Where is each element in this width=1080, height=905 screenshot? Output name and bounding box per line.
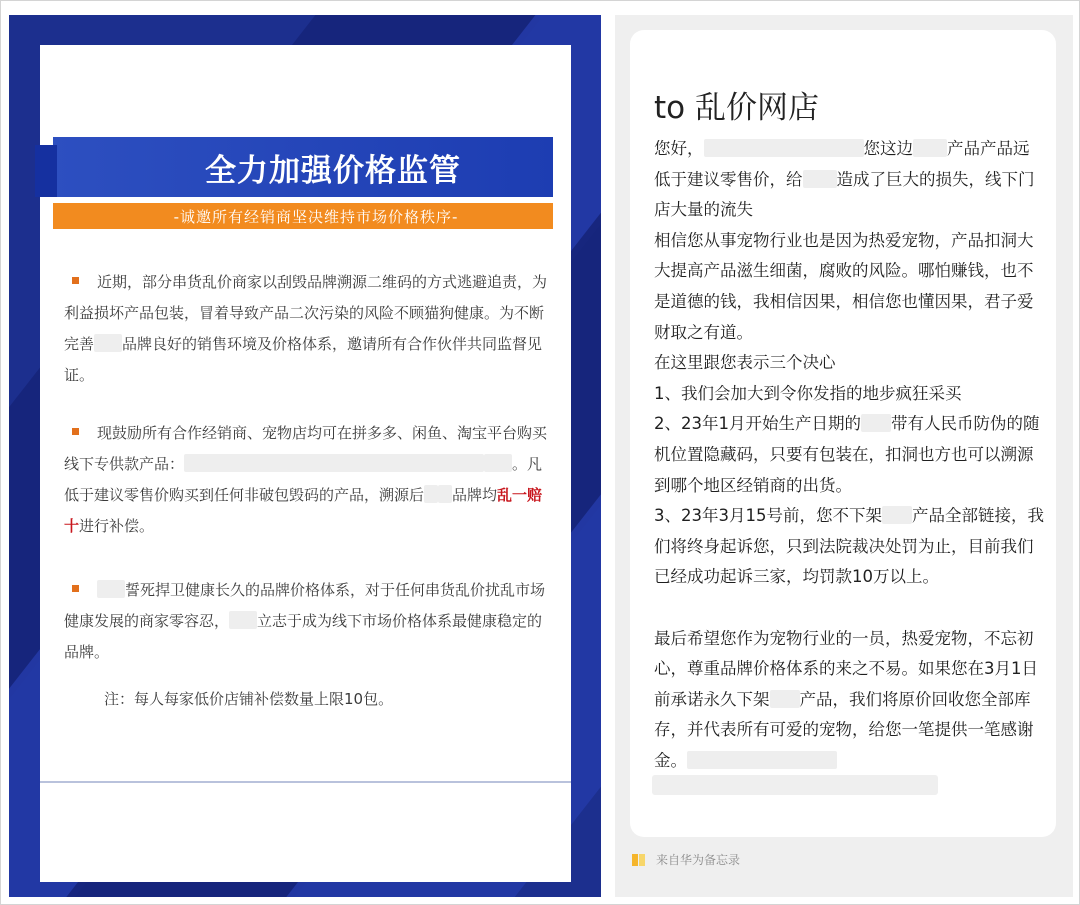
memo-body xyxy=(654,134,1044,776)
subtitle-banner xyxy=(53,203,553,229)
redacted-brand xyxy=(770,690,800,708)
paragraph-gap xyxy=(654,593,1044,624)
price-supervision-poster xyxy=(9,15,601,897)
redacted-brand xyxy=(861,414,891,432)
redacted-signature xyxy=(652,775,938,795)
poster-paragraph-3: 誓死捍卫健康长久的品牌价格体系，对于任何串货乱价扰乱市场健康发展的商家零容忍， 立志于成为线下市场价格体系最健康稳定的品牌。 xyxy=(64,581,546,661)
redacted-brand xyxy=(803,170,837,188)
memo-paragraph: 最后希望您作为宠物行业的一员，热爱宠物，不忘初心，尊重品牌价格体系的来之不易。如果您在3月1日前承诺永久下架 产品，我们将原价回收您全部库存，并代表所有可爱的宠物，给您一笔提供一笔感谢金。 xyxy=(654,628,1038,770)
redacted-brand xyxy=(97,580,125,598)
poster-paragraph-2: 现鼓励所有合作经销商、宠物店均可在拼多多、闲鱼、淘宝平台购买线下专供款产品： 。凡低于建议零售价购买到任何非破包毁码的产品，溯源后 品牌均乱一赔十进行补偿。 xyxy=(64,424,548,535)
memo-footer xyxy=(632,851,740,868)
redacted-product-list xyxy=(184,454,484,472)
memo-paragraph: 在这里跟您表示三个决心 xyxy=(654,353,836,373)
memo-panel xyxy=(615,15,1073,897)
memo-card xyxy=(630,30,1056,837)
memo-paragraph: 相信您从事宠物行业也是因为热爱宠物，产品扣洞大大提高产品滋生细菌，腐败的风险。哪怕赚钱，也不是道德的钱，我相信因果，相信您也懂因果，君子爱财取之有道。 xyxy=(654,230,1034,342)
poster-subtitle: -诚邀所有经销商坚决维持市场价格秩序- xyxy=(173,208,459,226)
redacted-signature xyxy=(687,751,837,769)
redacted-brand xyxy=(913,139,947,157)
redacted-product-list xyxy=(484,454,512,472)
redacted-brand xyxy=(438,485,452,503)
memo-paragraph: 1、我们会加大到令你发指的地步疯狂采买 xyxy=(654,383,962,403)
card-divider xyxy=(40,781,571,783)
memo-title: to 乱价网店 xyxy=(654,90,819,126)
memo-paragraph: 3、23年3月15号前，您不下架 产品全部链接，我们将终身起诉您，只到法院裁决处罚为止，目前我们已经成功起诉三家，均罚款10万以上。 xyxy=(654,506,1044,587)
compensation-highlight: 乱一赔十 xyxy=(64,486,543,535)
poster-note: 注：每人每家低价店铺补偿数量上限10包。 xyxy=(104,690,394,708)
redacted-brand xyxy=(882,506,912,524)
redacted-brand xyxy=(424,485,438,503)
poster-title: 全力加强价格监管 xyxy=(205,153,461,189)
memo-paragraph: 您好， 您这边 产品产品远低于建议零售价，给 造成了巨大的损失，线下门店大量的流失 xyxy=(654,139,1035,220)
bullet-icon xyxy=(72,277,79,284)
memo-app-icon xyxy=(632,854,646,866)
title-banner xyxy=(53,137,553,197)
redacted-brand xyxy=(229,611,257,629)
memo-paragraph: 2、23年1月开始生产日期的 带有人民币防伪的随机位置隐藏码，只要有包装在，扣洞也方也可以溯源到哪个地区经销商的出货。 xyxy=(654,414,1040,495)
redacted-brand xyxy=(94,334,122,352)
bullet-icon xyxy=(72,428,79,435)
poster-card xyxy=(40,45,571,882)
redacted-name xyxy=(704,139,864,157)
memo-source-label: 来自华为备忘录 xyxy=(656,853,741,867)
poster-paragraph-1: 近期，部分串货乱价商家以刮毁品牌溯源二维码的方式逃避追责，为利益损坏产品包装，冒着导致产品二次污染的风险不顾猫狗健康。为不断完善 品牌良好的销售环境及价格体系，邀请所有合作伙伴共同监督见证。 xyxy=(64,273,548,384)
bullet-icon xyxy=(72,585,79,592)
